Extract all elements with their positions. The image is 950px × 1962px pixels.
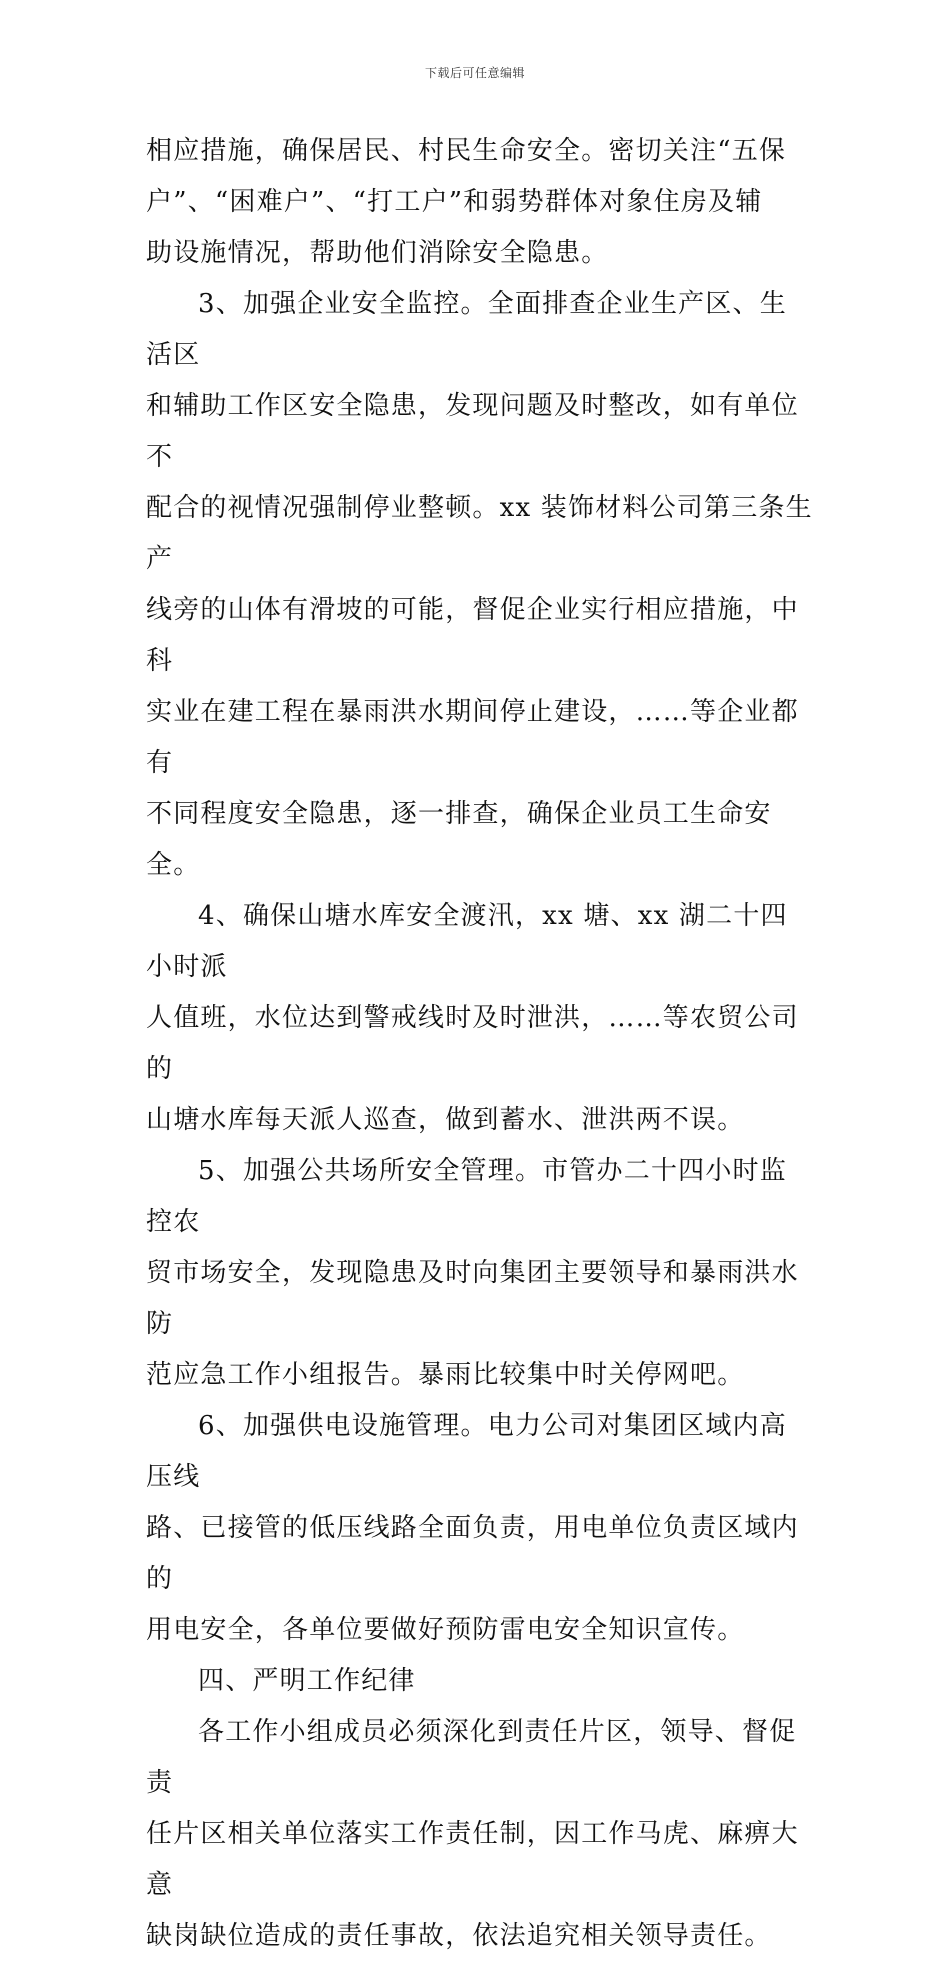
text-line: 路、已接管的低压线路全面负责，用电单位负责区域内的	[146, 1513, 799, 1594]
paragraph	[146, 1146, 814, 1401]
paragraph	[146, 1401, 814, 1656]
text-line: 不同程度安全隐患，逐一排查，确保企业员工生命安全。	[146, 799, 772, 880]
text-line: 四、严明工作纪律	[198, 1666, 416, 1696]
text-line: 各工作小组成员必须深化到责任片区，领导、督促责	[146, 1717, 797, 1798]
text-line: 贸市场安全，发现隐患及时向集团主要领导和暴雨洪水防	[146, 1258, 799, 1339]
text-line: 配合的视情况强制停业整顿。xx 装饰材料公司第三条生产	[146, 493, 813, 574]
text-line: 3、加强企业安全监控。全面排查企业生产区、生活区	[146, 289, 787, 370]
text-line: 线旁的山体有滑坡的可能，督促企业实行相应措施，中科	[146, 595, 799, 676]
paragraph	[146, 279, 814, 891]
text-line: 实业在建工程在暴雨洪水期间停止建设，……等企业都有	[146, 697, 799, 778]
text-line: 5、加强公共场所安全管理。市管办二十四小时监控农	[146, 1156, 787, 1237]
paragraph	[146, 1707, 814, 1962]
text-line: 用电安全，各单位要做好预防雷电安全知识宣传。	[146, 1615, 745, 1645]
page-header: 下载后可任意编辑	[424, 66, 525, 80]
text-line: 山塘水库每天派人巡查，做到蓄水、泄洪两不误。	[146, 1105, 745, 1135]
paragraph	[146, 1656, 814, 1707]
text-line: 范应急工作小组报告。暴雨比较集中时关停网吧。	[146, 1360, 745, 1390]
paragraph	[146, 891, 814, 1146]
text-line: 4、确保山塘水库安全渡汛，xx 塘、xx 湖二十四小时派	[146, 901, 788, 982]
text-line: 缺岗缺位造成的责任事故，依法追究相关领导责任。	[146, 1921, 772, 1951]
paragraph	[146, 126, 814, 279]
text-line: 相应措施，确保居民、村民生命安全。密切关注“五保	[146, 136, 787, 166]
text-line: 6、加强供电设施管理。电力公司对集团区域内高压线	[146, 1411, 787, 1492]
text-line: 助设施情况，帮助他们消除安全隐患。	[146, 238, 609, 268]
text-line: 户”、“困难户”、“打工户”和弱势群体对象住房及辅	[146, 187, 763, 217]
text-line: 和辅助工作区安全隐患，发现问题及时整改，如有单位不	[146, 391, 799, 472]
text-line: 人值班，水位达到警戒线时及时泄洪，……等农贸公司的	[146, 1003, 799, 1084]
document-body	[146, 126, 814, 1962]
text-line: 任片区相关单位落实工作责任制，因工作马虎、麻痹大意	[146, 1819, 799, 1900]
